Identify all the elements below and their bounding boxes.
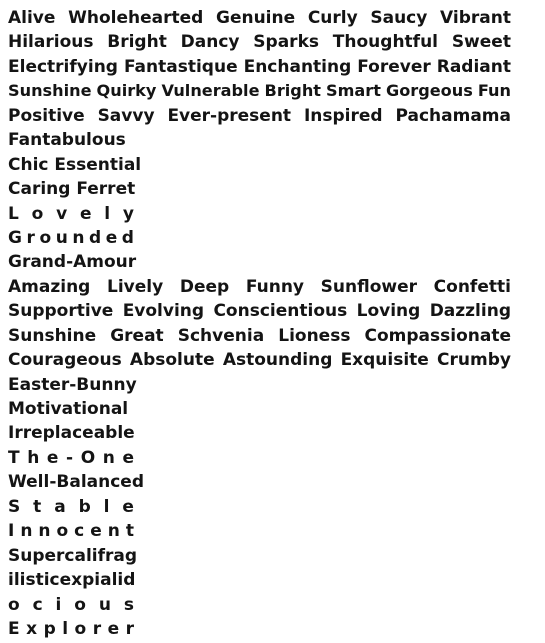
poster-word: Schvenia (177, 325, 265, 346)
poster-line (8, 128, 511, 152)
poster-word: Positive (8, 105, 85, 126)
poster-word: Curly (307, 8, 358, 28)
poster-word: n (20, 521, 33, 542)
poster-line (8, 55, 511, 79)
poster-word: Irreplaceable (8, 423, 135, 444)
poster-word: Smart (326, 81, 381, 101)
poster-line (8, 104, 511, 128)
poster-word: S (8, 496, 21, 517)
poster-word: r (26, 227, 35, 248)
poster-word: Motivational (8, 399, 129, 419)
poster-line (8, 617, 134, 641)
poster-word: Funny (245, 276, 304, 297)
poster-word: a (54, 496, 66, 517)
poster-line (8, 79, 511, 103)
poster-word: Vulnerable (161, 81, 260, 101)
poster-word: Sunshine (8, 325, 97, 346)
poster-word: e (107, 618, 120, 639)
poster-word: ilisticexpialid (8, 570, 136, 591)
poster-word: Courageous (8, 350, 122, 371)
poster-word: Crumby (437, 350, 511, 371)
poster-word: o (56, 521, 69, 542)
poster-word: r (92, 618, 102, 639)
poster-word: Well-Balanced (8, 472, 144, 493)
poster-word: o (31, 203, 44, 224)
poster-word: E (8, 618, 20, 639)
poster-word: G (8, 227, 22, 248)
poster-word: Quirky (96, 81, 157, 101)
poster-word: Electrifying (8, 56, 118, 77)
poster-line (8, 30, 511, 54)
poster-line (8, 593, 134, 617)
poster-word: Saucy (370, 8, 428, 28)
poster-word: Supercalifrag (8, 545, 138, 566)
poster-word: e (79, 203, 92, 224)
poster-word: Forever (357, 56, 431, 77)
poster-word: Pachamama (395, 105, 511, 126)
poster-word: Deep (179, 276, 230, 297)
poster-word: Thoughtful (332, 32, 439, 53)
poster-word: u (55, 227, 68, 248)
poster-word: Compassionate (364, 325, 511, 346)
poster-line (8, 397, 511, 421)
poster-word: o (39, 227, 52, 248)
poster-line (8, 519, 134, 543)
poster-line (8, 153, 511, 177)
poster-word: Supportive (8, 301, 114, 322)
poster-word: Savvy (97, 105, 155, 126)
poster-word: Enchanting (243, 56, 352, 77)
poster-word: Lively (107, 276, 164, 297)
poster-word: Amazing (8, 276, 91, 297)
poster-word: O (80, 447, 96, 468)
poster-word: c (32, 594, 43, 615)
poster-word: l (104, 203, 111, 224)
poster-word: Astounding (222, 350, 333, 371)
poster-word: Confetti (433, 276, 511, 297)
poster-line (8, 250, 511, 274)
poster-line (8, 544, 511, 568)
poster-word: Bright (264, 81, 321, 101)
poster-line (8, 446, 134, 470)
poster-word: Caring Ferret (8, 179, 136, 200)
poster-word: d (121, 227, 134, 248)
poster-word: c (74, 521, 85, 542)
poster-word: Easter-Bunny (8, 374, 137, 395)
poster-word: e (122, 496, 134, 517)
poster-line (8, 470, 511, 494)
poster-word: x (26, 618, 38, 639)
poster-line (8, 177, 511, 201)
poster-word: Sweet (451, 32, 511, 53)
poster-word: Great (110, 325, 164, 346)
poster-word: n (38, 521, 51, 542)
poster-word: Fantabulous (8, 130, 126, 151)
poster-word: Gorgeous (385, 81, 473, 101)
poster-word: v (56, 203, 68, 224)
poster-word: Exquisite (340, 350, 429, 371)
poster-word: I (8, 521, 15, 542)
word-poster (8, 6, 511, 641)
poster-word: Wholehearted (68, 8, 204, 28)
poster-word: t (125, 521, 134, 542)
poster-line (8, 373, 511, 397)
poster-word: Dancy (180, 32, 240, 53)
poster-line (8, 6, 511, 30)
poster-word: h (27, 447, 40, 468)
poster-word: Sunshine (8, 81, 92, 101)
poster-word: b (78, 496, 91, 517)
poster-word: e (122, 447, 134, 468)
poster-word: Lioness (278, 325, 351, 346)
poster-line (8, 495, 134, 519)
poster-word: e (90, 521, 102, 542)
poster-word: o (74, 594, 86, 615)
poster-word: Inspired (303, 105, 383, 126)
poster-word: Hilarious (8, 32, 94, 53)
poster-word: r (125, 618, 134, 639)
poster-word: Ever-present (167, 105, 292, 126)
poster-word: Bright (107, 32, 167, 53)
poster-word: e (105, 227, 118, 248)
poster-word: Chic Essential (8, 154, 142, 175)
poster-line (8, 202, 134, 226)
poster-word: e (46, 447, 59, 468)
poster-word: Radiant (436, 56, 511, 77)
poster-word: l (103, 496, 110, 517)
poster-word: n (102, 447, 115, 468)
poster-word: l (62, 618, 69, 639)
poster-word: Fantastique (123, 56, 238, 77)
poster-word: n (72, 227, 85, 248)
poster-word: T (8, 447, 20, 468)
poster-line (8, 275, 511, 299)
poster-word: o (8, 594, 20, 615)
poster-word: t (33, 496, 42, 517)
poster-word: Loving (356, 301, 421, 322)
poster-word: Grand-Amour (8, 252, 137, 273)
poster-word: n (107, 521, 120, 542)
poster-word: Sunflower (320, 276, 418, 297)
poster-line (8, 421, 511, 445)
poster-word: o (74, 618, 87, 639)
poster-word: y (122, 203, 134, 224)
poster-line (8, 324, 511, 348)
poster-word: Absolute (129, 350, 215, 371)
poster-word: i (55, 594, 62, 615)
poster-word: Dazzling (429, 301, 511, 322)
poster-word: Conscientious (213, 301, 348, 322)
poster-word: Alive (8, 8, 56, 28)
poster-word: d (89, 227, 102, 248)
poster-word: Evolving (122, 301, 205, 322)
poster-word: Genuine (215, 8, 296, 28)
poster-word: s (123, 594, 134, 615)
poster-word: Fun (477, 81, 511, 101)
poster-line (8, 348, 511, 372)
poster-word: - (66, 447, 74, 468)
poster-line (8, 568, 511, 592)
poster-line (8, 299, 511, 323)
poster-word: p (43, 618, 56, 639)
poster-word: u (98, 594, 111, 615)
poster-word: Sparks (253, 32, 319, 53)
poster-word: L (8, 203, 19, 224)
poster-line (8, 226, 134, 250)
poster-word: Vibrant (440, 8, 511, 28)
